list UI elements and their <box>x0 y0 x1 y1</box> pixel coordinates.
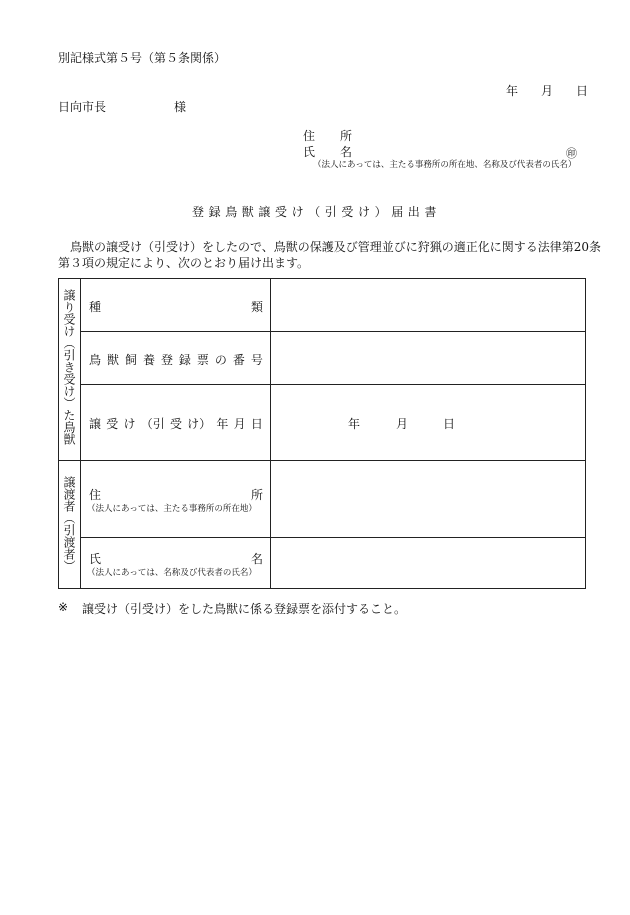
reg-char-3: 飼 <box>124 353 137 367</box>
date-label-part-8: 月 <box>233 417 246 431</box>
row-type-value-cell[interactable] <box>271 280 585 330</box>
row-name-value-cell[interactable] <box>271 538 585 588</box>
row-type-label <box>89 298 263 315</box>
seal-mark: ㊞ <box>566 147 577 160</box>
date-label-part-6: け） <box>187 417 212 431</box>
notification-table <box>58 278 586 589</box>
applicant-note: （法人にあっては、主たる事務所の所在地、名称及び代表者の氏名） <box>313 160 577 170</box>
footnote-text: 譲受け（引受け）をした鳥獣に係る登録票を添付すること。 <box>82 602 407 616</box>
reg-char-1: 鳥 <box>89 353 102 367</box>
applicant-name-label-2: 名 <box>340 145 353 159</box>
date-label-part-1: 譲 <box>89 417 102 431</box>
reg-char-8: の <box>214 353 227 367</box>
reg-char-9: 番 <box>232 353 245 367</box>
date-label-part-7: 年 <box>216 417 229 431</box>
row-date-value-year: 年 <box>348 417 361 431</box>
row-registration-value-cell[interactable] <box>271 332 585 384</box>
applicant-address-label-2: 所 <box>340 129 353 143</box>
name-char-2: 名 <box>250 552 263 566</box>
applicant-address-label-1: 住 <box>303 129 316 143</box>
footnote-mark: ※ <box>58 600 69 614</box>
address-char-1: 住 <box>89 488 102 502</box>
reg-char-5: 登 <box>160 353 173 367</box>
row-address-label <box>89 486 263 503</box>
date-label-part-4: （引 <box>140 417 165 431</box>
group-label-transferor: 譲渡者（引渡者） <box>62 476 76 572</box>
address-char-2: 所 <box>250 488 263 502</box>
row-type-char-2: 類 <box>250 300 263 314</box>
reg-char-10: 号 <box>250 353 263 367</box>
intro-line-2: 第３項の規定により、次のとおり届け出ます。 <box>58 256 310 270</box>
row-registration-label <box>89 351 263 368</box>
reg-char-6: 録 <box>178 353 191 367</box>
addressee-honorific: 様 <box>174 100 187 114</box>
row-date-label <box>89 415 263 432</box>
table-divider-label-column <box>80 279 81 588</box>
table-rule-2 <box>80 384 585 385</box>
row-address-note: （法人にあっては、主たる事務所の所在地） <box>87 504 257 514</box>
row-type-char-1: 種 <box>89 300 102 314</box>
reg-char-2: 獣 <box>106 353 119 367</box>
date-label-part-3: け <box>123 417 136 431</box>
row-date-value-day: 日 <box>443 417 456 431</box>
addressee-mayor: 日向市長 <box>58 100 107 114</box>
date-label-part-9: 日 <box>250 417 263 431</box>
applicant-name-label-1: 氏 <box>303 145 316 159</box>
form-number: 別記様式第５号（第５条関係） <box>58 51 227 65</box>
date-label-part-2: 受 <box>106 417 119 431</box>
intro-line-1: 鳥獣の譲受け（引受け）をしたので、鳥獣の保護及び管理並びに狩猟の適正化に関する法律第20条 <box>70 240 602 254</box>
reg-char-4: 養 <box>142 353 155 367</box>
row-name-label <box>89 550 263 567</box>
row-date-value-month: 月 <box>396 417 409 431</box>
name-char-1: 氏 <box>89 552 102 566</box>
date-day-label: 日 <box>576 84 589 98</box>
date-year-label: 年 <box>506 84 519 98</box>
document-title: 登録鳥獣譲受け（引受け）届出書 <box>192 205 442 219</box>
date-month-label: 月 <box>541 84 554 98</box>
row-name-note: （法人にあっては、名称及び代表者の氏名） <box>87 568 257 578</box>
row-address-value-cell[interactable] <box>271 461 585 537</box>
date-label-part-5: 受 <box>169 417 182 431</box>
reg-char-7: 票 <box>196 353 209 367</box>
group-label-received-animal: 譲り受け（引き受け）た鳥獣 <box>62 289 76 445</box>
